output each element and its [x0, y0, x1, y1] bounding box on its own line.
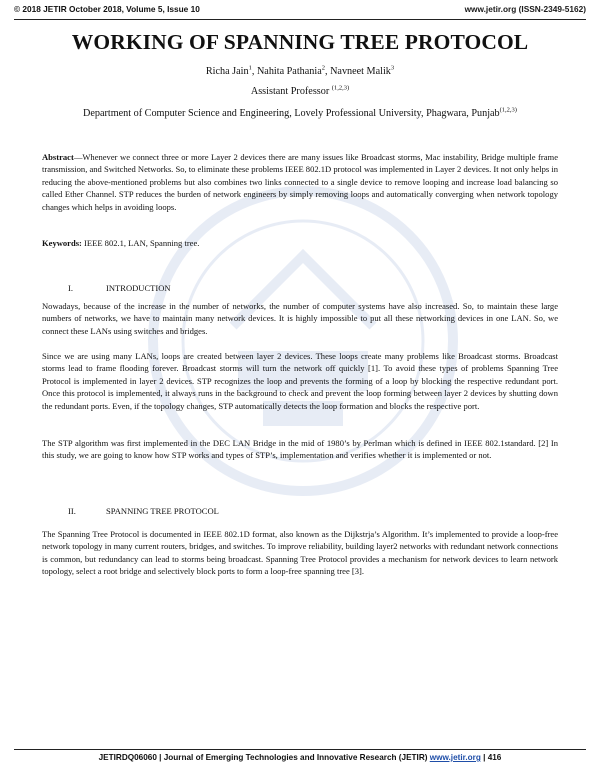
section-heading-spanning-tree-protocol	[68, 506, 219, 516]
role-text: Assistant Professor	[250, 86, 330, 97]
header-right: www.jetir.org (ISSN-2349-5162)	[464, 4, 586, 14]
paragraph: Since we are using many LANs, loops are created between layer 2 devices. These loops create many problems like Broadcast storms. Broadcast storms lead to frame flooding forever. Broadcast storms will turn the network off quickly [1]. To avoid these types of problems Spanning Tree Protocol is implemented in layer 2 devices. STP recognizes the loop and prevents the forming of a loop by blocking the respective redundant port. Once this protocol is implemented, it always runs in the background to check and prevent the loop forming between layer 2 devices by shutting down the redundant ports. Even, if the topology changes, STP automatically detects the loop formation and blocks the respective port.	[42, 351, 558, 411]
paragraph: The Spanning Tree Protocol is documented in IEEE 802.1D format, also known as the Dijkstrja’s Algorithm. It’s implemented to provide a loop-free network topology in many current routers, bridges, and switches. To improve reliability, building layer2 networks with redundant network connections is common, but redundancy can lead to storms being broadcast. Spanning Tree Protocol provides a mechanism for network devices to learn network topology, select a root bridge and selectively block ports to form a loop-free spanning tree [3].	[42, 529, 558, 577]
paragraph: The STP algorithm was first implemented in the DEC LAN Bridge in the mid of 1980’s by Perlman which is defined in IEEE 802.1standard. [2] In this study, we are going to know how STP works and types of STP’s, implementation and verifies whether it is implemented or not.	[42, 438, 558, 461]
abstract-text: —Whenever we connect three or more Layer 2 devices there are many issues like Broadcast storms, Mac instability, Bridge multiple frame transmission, and Switched Networks. So, to eliminate these problems IEEE 802.1D protocol was implemented in Layer 2 devices. It not only helps in reducing the above-mentioned problems but also combines two links connected to a single device to remove looping and increase load balancing so called Ether Channel. STP reduces the burden of network engineers by simply removing loops and automatically converging when network topology changes which helps in avoiding loops.	[42, 152, 558, 212]
abstract	[42, 151, 558, 213]
abstract-label: Abstract	[42, 152, 74, 162]
keywords-label: Keywords:	[42, 238, 82, 248]
author-role	[0, 86, 600, 97]
affiliation	[0, 108, 600, 119]
author-name: Richa Jain	[205, 66, 249, 77]
section-title: INTRODUCTION	[106, 283, 171, 293]
author-list: Richa Jain$^1$, Nahita Pathania$^2$, Navneet Malik$^3$	[205, 64, 395, 77]
footer-rule	[14, 749, 586, 750]
paper-title: WORKING OF SPANNING TREE PROTOCOL	[71, 30, 529, 54]
section-title: SPANNING TREE PROTOCOL	[106, 506, 219, 516]
footer-id: JETIRDQ06060	[98, 753, 157, 762]
author-sup: 3	[390, 64, 395, 72]
author-sup: 2	[321, 64, 325, 72]
footer-sep: |	[156, 753, 164, 762]
page-number: 416	[487, 753, 502, 762]
footer-link[interactable]: www.jetir.org	[429, 753, 481, 762]
affiliation-text: Department of Computer Science and Engineering, Lovely Professional University, Phagwara, Punjab	[83, 108, 500, 119]
affiliation-sup: (1,2,3)	[499, 106, 517, 114]
footer-sep: |	[480, 753, 488, 762]
keywords	[42, 237, 558, 249]
footer-journal: Journal of Emerging Technologies and Innovative Research (JETIR)	[163, 753, 430, 762]
header-rule	[14, 19, 586, 20]
keywords-text: IEEE 802.1, LAN, Spanning tree.	[81, 238, 200, 248]
author-name: Navneet Malik	[330, 66, 391, 77]
header-left: © 2018 JETIR October 2018, Volume 5, Issue 10	[14, 4, 200, 14]
paragraph: Nowadays, because of the increase in the number of networks, the number of computer systems have also increased. So, to maintain these large numbers of networks, we have to maintain many network devices. It is highly impossible to put all these networking devices in one LAN. So, we connect these LANs using switches and bridges.	[42, 301, 558, 336]
page-footer	[0, 753, 600, 762]
author-sup: 1	[248, 64, 252, 72]
section-heading-introduction	[68, 283, 171, 293]
author-name: Nahita Pathania	[256, 66, 322, 77]
role-sup: (1,2,3)	[331, 84, 350, 92]
section-number: II.	[68, 506, 76, 516]
section-number: I.	[68, 283, 73, 293]
running-header	[14, 4, 586, 18]
